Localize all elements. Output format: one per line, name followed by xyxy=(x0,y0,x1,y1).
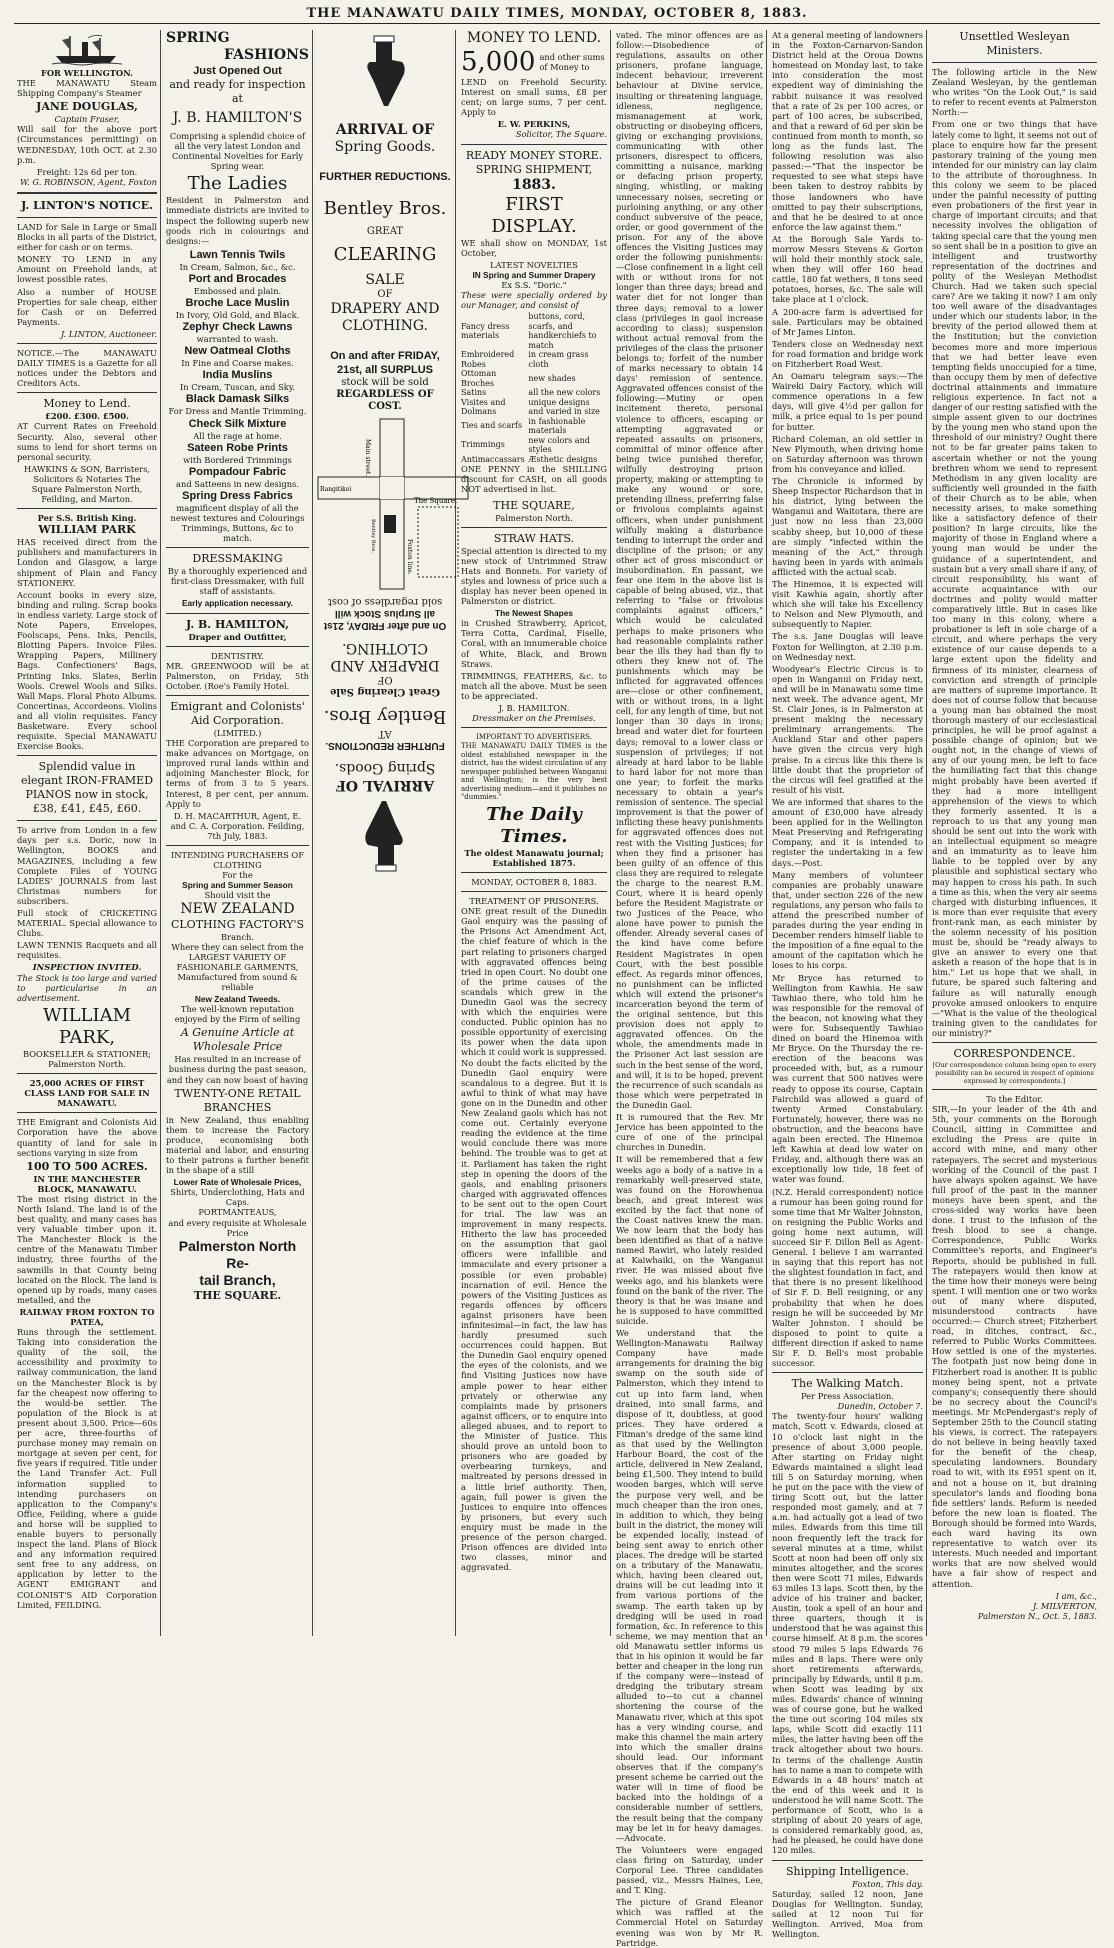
goods-item: Embroidered Robes xyxy=(461,350,515,369)
news-jane-douglas: The s.s. Jane Douglas will leave Foxton for Wellington, at 2.30 p.m. on Wednesday next. xyxy=(772,631,923,662)
ship-freight: Freight: 12s 6d per ton. xyxy=(36,166,138,177)
inverted-friday: On and after FRIDAY, 21st xyxy=(323,620,447,631)
column-7 xyxy=(929,30,1100,1638)
fabric-desc: and Satteens in new designs. xyxy=(176,478,299,489)
divider xyxy=(461,527,607,528)
walking-heading: The Walking Match. xyxy=(791,1377,904,1391)
table-row xyxy=(461,369,607,388)
branches-2: BRANCHES xyxy=(203,1100,272,1114)
nz-heading-1: NEW ZEALAND xyxy=(180,900,295,917)
table-row xyxy=(461,417,607,436)
divider xyxy=(166,845,309,846)
inverted-spring: Spring Goods. xyxy=(334,760,436,776)
in-drapery: IN Spring and Summer Drapery xyxy=(472,269,596,280)
inverted-surplus: all Surplus Stock will xyxy=(334,608,436,619)
latest-novelties: LATEST NOVELTIES xyxy=(490,259,578,270)
goods-item: Visites and Dolmans xyxy=(461,397,506,417)
letter-sign-1: I am, &c., xyxy=(1055,1590,1097,1601)
news-railway: We understand that the Wellington-Manawatu Railway Company have made arrangements for draining the big swamp on the south side of Palmerston, which they intend to cut up into farm land, when drained, into small farms, and dispose of it, doubtless, at good prices. They have ordered a Fitman's dredge of the same kind as that used by the Wellington Harbour Board, the cost of the article, delivered in New Zealand, being £1,500. They intend to build wooden barges, which will serve the purpose very well, and be much cheaper than the iron ones, in addition to which, they being built in the district, the money will be expended locally, instead of being sent away to enrich other places. The dredge will be started on a tributary of the Manawatu, which, having been cleared out, drains will be cut leading into it from various portions of the swamp. The earth taken up by dredging will be used in road formation, &c. In reference to this scheme, we may mention that an old Manawatu settler informs us that in his opinion it would be far better and cheaper in the long run if the company were—instead of dredging the tributary stream alluded to—to cut a channel shortening the course of the Manawatu river, which at this spot has a very winding course, and make this channel the main artery into which the smaller drains should lead. Our informant observes that if the company's present scheme be carried out the water will in time of flood be backed into the holdings of a considerable number of settlers, the result being that the company may be let in for heavy damages.—Advocate. xyxy=(616,1328,763,1843)
table-row xyxy=(461,312,607,350)
goods-desc: unique designs and varied in size xyxy=(528,397,600,417)
fabric-desc: warranted to wash. xyxy=(196,334,279,345)
railway-body: Runs through the settlement. Taking into consideration the quality of the soil, the accessibility and proximity to railway communication, the land on the Manchester Block is by far the cheapest now offering to the would-be settler. The population of the Block is at present about 3,500. Price—60s per acre, three-fourths of purchase money may remain on mortgage at seven per cent, for five years if required. Title under the Land Transfer Act. Full information supplied to intending purchasers on application to the Company's Office, Feilding, where a guide and horse will be supplied to enable buyers to personally inspect the land. Plans of Block and any information required sent free to any address, on application by letter to the AGENT EMIGRANT and COLONIST'S AID Corporation Limited, FEILDING. xyxy=(17,1327,157,1610)
genuine-article: A Genuine Article at Wholesale Price xyxy=(180,1026,295,1054)
emigrant-body: THE Emigrant and Colonists Aid Corporation have the above quantity of land for sale in sections varying in size from xyxy=(17,1117,157,1158)
column-6 xyxy=(769,30,926,1939)
news-circus: Woodyear's Electric Circus is to open in Wanganui on Friday next, and will be in Manawatu some time next week. The advance agent, Mr St. Clair Jones, is in Palmerston at present making the necessary preliminary arrangements. The Auckland Star and other papers have given the circus very high praise. In a circus like this there is little doubt that the proprietor of the circus will feel gratified at the result of his visit. xyxy=(772,663,923,795)
money-body: LEND on Freehold Security. Interest on small sums, £8 per cent; on large sums, 7 per cent. Apply to xyxy=(461,77,607,118)
walking-by: Per Press Association. xyxy=(800,1391,895,1402)
divider xyxy=(17,192,157,194)
intending: INTENDING PURCHASERS OF CLOTHING xyxy=(171,850,304,871)
ship-agent: W. G. ROBINSON, Agent, Foxton xyxy=(20,176,157,187)
acres-heading: 25,000 ACRES OF FIRST CLASS LAND FOR SALE IN MANAWATU. xyxy=(24,1078,150,1109)
money-side: and other sums of Money to xyxy=(539,51,605,72)
news-horowhenua: It will be remembered that a few weeks ago a body of a native in a remarkably well-preserved state, was found on the Horowhenua beach, and great interest was excited by the fact that none of the Coast natives knew the man. We now learn that the body has been identified as that of a native named Rawiri, who lately resided at Kaiwhaiki, on the Wanganui river. He was missed about five weeks ago, and his blankets were found on the bank of the river. The theory is that he was insane and he is supposed to have committed suicide. xyxy=(616,1154,763,1326)
goods-desc: buttons, cord, scarfs, and handkerchiefs to match xyxy=(528,312,597,350)
fabric-name: New Oatmeal Cloths xyxy=(184,345,291,358)
clothing: CLOTHING. xyxy=(342,318,428,334)
divider xyxy=(461,872,607,873)
ship-sailing: Will sail for the above port (Circumstances permitting) on WEDNESDAY, 10th OCT. at 2.30 p.m. xyxy=(17,124,157,165)
unsettled-heading: Unsettled Wesleyan Ministers. xyxy=(959,30,1070,57)
letter-sign-2: J. MILVERTON, xyxy=(1032,1600,1097,1611)
nz-body: in New Zealand, thus enabling them to increase the Factory produce, economising both material and labor, and ensuring to their patrons a further benefit in the shape of a still xyxy=(166,1114,309,1176)
drapery-and: DRAPERY AND xyxy=(330,301,440,317)
issue-date: MONDAY, OCTOBER 8, 1883. xyxy=(471,876,597,887)
news-rabbits: At a general meeting of landowners in the Foxton-Carnarvon-Sandon District held at the Oroua Downs homestead on Monday last, to take into consideration the most expedient way of diminishing the rabbit nuisance it was resolved that a rate of 2s per 100 acres, or part of 100 acres, be subscribed, and that a reward of 6d per skin be continued from month to month, so long as the funds last. The following resolution was also passed:—"That the inspector be requested to see what steps have been taken to destroy rabbits by those landowners who have omitted to pay their subscriptions, and that he be desired to at once enforce the law against them." xyxy=(772,30,923,232)
column-5 xyxy=(613,30,766,1948)
fabric-desc: In Cream, Tuscan, and Sky. xyxy=(179,382,296,393)
square-heading: THE SQUARE, xyxy=(493,498,575,512)
street-map xyxy=(318,419,468,589)
fabric-name: Zephyr Check Lawns xyxy=(182,321,293,334)
fabric-name: Port and Brocades xyxy=(188,272,287,285)
greenwood: MR. GREENWOOD will be at Palmerston, on Friday, 5th October. (Roe's Family Hotel. xyxy=(166,660,309,691)
news-meat: We are informed that shares to the amount of £30,000 have already been applied for in the Wellington Meat Preserving and Refrigerating Company, and it is intended to register the undertaking in a few days.—Post. xyxy=(772,796,923,868)
shipping-body: Saturday, sailed 12 noon, Jane Douglas for Wellington. Sunday, sailed at 12 noon Tui for Wellington. Arrived, Moa from Wellington. xyxy=(772,1888,923,1939)
letter-body: SIR,—In your leader of the 4th and 5th, your comments on the Borough Council, sitting in Committee and excluding the Press are quite in accord with mine, and many other ratepayers. The secret and mysterious working of the Council of the past I have always spoken against. We have full proof of the past in the manner moneys have been spent, and the cross-sided way works have been done. I trust to the infusion of the fresh blood to see a change. Correspondence, Public Works Committee's reports, and Engineer's Reports, should be published in full. The ratepayers would then know at the time how their moneys were being spent. I will mention one or two works out of many where disputed, misunderstood contracts have occurred:— Church street; Fitzherbert road, in ditches, contract, &c., referred to Public Works Committees. How settled is one of the mysteries. The footpath just now being done in Fitzherbert road is another. It is public money being spent, not a private company's; consequently there should be no secrecy about the Council's meetings. Mr McPendergast's reply of September 25th to the Council stating his views, is correct. The ratepayers do not believe in being heavily taxed for the benefit of the cheap, speculating landowners. Boundary road to wit, with its £951 spent on it, and not a house on it, but draining speculator's lands and flooding bona fide settlers' lands. Reform is needed before the new loan is floated. The Borough should be formed into Wards, each ward having its own representative to watch over its interests. Much needed and important works that are now shelved would have a fair show of respect and attention. xyxy=(932,1104,1097,1589)
corporation-sig: D. H. MACARTHUR, Agent, E. and C. A. Corporation. Feilding, 7th July, 1883. xyxy=(170,810,305,841)
early-application: Early application necessary. xyxy=(182,598,293,609)
tennis: LAWN TENNIS Racquets and all requisites. xyxy=(17,940,157,961)
trimmings: TRIMMINGS, FEATHERS, &c. to match all the above. Must be seen to be appreciated. xyxy=(461,670,607,701)
column-rule xyxy=(610,30,611,1636)
divider xyxy=(17,1073,157,1074)
fabric-name: Broche Lace Muslin xyxy=(185,297,290,310)
arrivals: To arrive from London in a few days per s.s. Doric, now in Wellington, BOOKS and MAGAZINES, including a few Complete Files of YOUNG LADIES' JOURNALS from last Christmas numbers for subscribers. xyxy=(17,825,157,906)
portmanteaus: PORTMANTEAUS, xyxy=(198,1207,277,1218)
fabric-desc: Embossed and plain. xyxy=(193,285,282,296)
tweeds: New Zealand Tweeds. xyxy=(194,994,281,1005)
park-sub: BOOKSELLER & STATIONER; Palmerston North. xyxy=(22,1048,152,1069)
park-heading: WILLIAM PARK xyxy=(38,523,136,537)
news-hinemoa: The Hinemoa, it is expected will visit Kawhia again, shortly after which she will take his Excellency to Nelson and New Plymouth, and subsequently to Napier. xyxy=(772,578,923,630)
linton-houses: Also a number of HOUSE Properties for sale cheap, either for Cash or on Deferred Payments. xyxy=(17,286,157,327)
pointing-hand-icon xyxy=(362,799,408,871)
money-amounts: £200. £300. £500. xyxy=(45,411,129,422)
important-body: THE MANAWATU DAILY TIMES is the oldest established newspaper in the district, has the widest circulation of any newspaper published between Wanganui and Wellington; is the very best advertising medium—and it publishes no "dummies." xyxy=(461,742,607,802)
news-agent-general: (N.Z. Herald correspondent) notice a rumour has been going round for some time that Mr Walter Johnston, on resigning the Public Works and going home next autumn, will succeed Sir F. Dillon Bell as Agent-General. I believe I am warranted in saying that this report has not the slightest foundation in fact, and that there is no present likelihood of Sir F. D. Bell resigning, or any probability that when he does resign he will be succeeded by Mr Walter Johnston. I should be disposed to point to quite a different direction if asked to name Sir F. D. Bell's most probable successor. xyxy=(772,1186,923,1369)
goods-item: Ottoman Broches xyxy=(461,369,497,388)
money-body: AT Current Rates on Freehold Security. Also, several other sums to lend for short terms on personal security. xyxy=(17,421,157,462)
inverted-arrival: ARRIVAL OF xyxy=(335,777,435,793)
column-rule xyxy=(455,30,456,1636)
draper-outfitter: Draper and Outfitter, xyxy=(188,631,287,642)
goods-desc: in cream grass cloth xyxy=(528,350,589,369)
divider xyxy=(932,1089,1097,1090)
goods-desc: Æsthetic designs xyxy=(528,454,598,464)
fabric-desc: In Cream, Salmon, &c., &c. xyxy=(179,261,296,272)
to-editor: To the Editor. xyxy=(986,1094,1043,1104)
divider xyxy=(461,144,607,145)
unsettled-body: From one or two things that have lately come to light, it seems not out of place to enquire how far the present pastorary training of the young men intended for our ministry can lay claim to the attribute of thoroughness. In this colony we seem to be placed under the painful necessity of putting even probationers of the first year in charge of important circuits; and that necessity involves the obligation of taking special care that the young men so sent shall be in a position to give an intelligent and trustworthy representation of the doctrines and polity of the Wesleyan Methodist Church. Had we taken such special care? Are we taking it now? I am only too well aware of the disadvantages under which our students labor, in the brevity of the period allowed them at the Institution; but the conviction becomes more and more imperious that we had better leave even tempting fields unoccupied for a time, than occupy them by men of defective doctrinal attainments and immature religious experience. In fact not a danger of our resting satisfied with the simple assent given to our doctrines by the young men who stand upon the threshold of our ministry? Ought there not to be far greater pains taken to ascertain whether or not the young brethren whom we send to represent Methodism in any given locality are sufficiently well grounded in the faith of their Church as to be able, when necessity arises, to make something like a satisfactory defence of their position? In large circuits, like the majority of those in England where a young man would be under the guidance of a superintendent, and sustain but a very small share if any, of circuit responsibility, his want of accurate acquaintance with our doctrines and polity would matter comparatively little. But in cases like too many in this colony, where a probationer is left in sole charge of a circuit, and where perhaps the very existence of our cause depends to a large extent upon the fidelity and firmness of its minister, clearness of conviction and strength of principle are matters of supreme importance. It does not of course follow that because a young man has obtained the most thorough mastery of our ecclesiastical principles, he will be proof against a possible change of opinion; but we ought not, in the change of views of any of our young men, be left to face the humiliating fact that this change might probably have been averted if they had a more intelligent apprehension of the views to which they formerly assented. It is a reproach to us that any young man should be sent out into the work with an intellectual equipment so meagre and an immaturity as to leave him liable to be toppled over by any plausible and sophistical sectary who may happen to cross his path. In such a time as this, when the very air seems charged with disturbing influences, it is more than ever requisite that every front-rank man, as each minister by the solemn necessity of his position must be, should be "ready always to give an answer to every one that asketh a reason of the hope that is in him." Let us hope that we shall, in future, be spared such faltering and failure as will naturally enough provoke amused onlookers to enquire—"What is the value of the theological training given to the candidates for our ministry?" xyxy=(932,119,1097,1038)
fabric-name: Spring Dress Fabrics xyxy=(182,489,293,502)
corporation-body: THE Corporation are prepared to make advances on Mortgage, on improved rural lands within and adjoining Manchester Block, for terms of from 3 to 5 years. Interest, 8 per cent, per annum. Apply to xyxy=(166,738,309,809)
fabric-name: Black Damask Silks xyxy=(185,393,290,406)
newest-shapes: The Newest Shapes xyxy=(495,608,573,619)
hamilton-sig: J. B. HAMILTON. xyxy=(498,703,570,713)
cricket: Full stock of CRICKETING MATERIAL. Special allowance to Clubs. xyxy=(17,908,157,939)
news-volunteers: Many members of volunteer companies are probably unaware that, under section 226 of the new regulations, any person who fails to attend the prescribed number of parades during the year ending in December renders himself liable to the imposition of a fine equal to the amount of the capitation which he loses to his corps. xyxy=(772,869,923,971)
inverted-reductions: FURTHER REDUCTIONS. xyxy=(325,740,445,751)
correspondence-heading: CORRESPONDENCE. xyxy=(953,1047,1076,1060)
branches-1: TWENTY-ONE RETAIL xyxy=(174,1086,301,1100)
inverted-drapery: DRAPERY AND xyxy=(330,657,440,673)
spring-goods: Spring Goods. xyxy=(334,139,436,155)
divider xyxy=(17,343,157,344)
dressmaking-heading: DRESSMAKING xyxy=(192,552,283,566)
ladies-heading: The Ladies xyxy=(187,173,288,195)
square-sub: Palmerston North. xyxy=(495,512,573,523)
inverted-sold: sold regardless of cost xyxy=(327,596,443,607)
hamilton-sig: J. B. HAMILTON, xyxy=(185,617,289,631)
assortment: Comprising a splendid choice of all the very latest London and Continental Novelties for Early Spring wear. xyxy=(169,131,306,172)
further-reductions: FURTHER REDUCTIONS. xyxy=(319,171,451,183)
corporation-heading: Emigrant and Colonists' Aid Corporation. xyxy=(170,700,305,727)
shipping-heading: Shipping Intelligence. xyxy=(785,1864,910,1878)
column-rule xyxy=(312,30,313,1636)
table-row xyxy=(461,350,607,369)
table-row xyxy=(461,455,607,465)
news-bryce: Mr Bryce has returned to Wellington from Kawhia. He saw Tawhiao there, who told him he was responsible for the removal of the beacon, not knowing what they were for. Subsequently Tawhiao dined on board the Hinemoa with Mr Bryce. On the Thursday the re-erection of the beacons was proceeded with, but, as a rumour was current that 500 natives were ready to oppose its course, Captain Fairchild was allowed a guard of twenty Armed Constabulary. Fortunately, however, there was no obstruction, and the beacons have again been erected. The Hinemoa left Kawhia at dead low water on Friday, and, although there was an exceptionally low tide, 18 feet of water was found. xyxy=(772,972,923,1185)
letter-sign-3: Palmerston N., Oct. 5, 1883. xyxy=(977,1610,1097,1621)
shipping-place: Foxton, This day. xyxy=(852,1878,923,1889)
column-rule xyxy=(766,30,767,1636)
linton-money: MONEY TO LEND in any Amount on Freehold lands, at lowest possible rates. xyxy=(17,254,157,285)
inverted-advert xyxy=(318,595,452,871)
for-the: For the xyxy=(222,870,253,881)
resulted: Has resulted in an increase of business during the past season, and they can now boast of having xyxy=(166,1054,309,1085)
inverted-bentley: Bentley Bros. xyxy=(323,706,447,727)
oldest-journal: The oldest Manawatu journal; Established 1875. xyxy=(464,847,604,868)
divider xyxy=(166,695,309,696)
map-label-square: The Square. xyxy=(414,497,458,505)
british-king: Per S.S. British King. xyxy=(37,513,137,524)
fabric-name: Pompadour Fabric xyxy=(188,465,287,478)
corporation-limited: (LIMITED.) xyxy=(213,728,262,738)
fabric-desc: For Dress and Mantle Trimming. xyxy=(168,406,307,417)
goods-desc: in fashionable materials xyxy=(528,416,586,436)
clearing: CLEARING xyxy=(333,244,437,265)
news-jervice: It is rumoured that the Rev. Mr Jervice has been appointed to the cure of one of the principal churches in Dunedin. xyxy=(616,1112,763,1153)
fabric-desc: magnificent display of all the newest textures and Colourings Trimmings, Buttons, &c to match. xyxy=(170,502,305,544)
steamship-icon xyxy=(52,32,122,66)
column-3 xyxy=(315,30,458,1638)
goods-item: Fancy dress materials xyxy=(461,321,510,341)
great: GREAT xyxy=(366,226,404,237)
column-rule xyxy=(160,30,161,1636)
news-dairy: An Oamaru telegram says:—The Waireki Dairy Factory, which will commence operations in a few days, will give 4½d per gallon for milk, a price equal to 1s per pound for butter. xyxy=(772,371,923,432)
reputation: The well-known reputation enjoyed by the Firm of selling xyxy=(174,1004,301,1025)
fabric-desc: with Bordered Trimmings xyxy=(183,454,292,465)
important-heading: IMPORTANT TO ADVERTISERS. xyxy=(476,733,592,742)
linton-signature: J. LINTON, Auctioneer. xyxy=(60,328,157,339)
ship-body: THE MANAWATU Steam Shipping Company's Steamer xyxy=(17,78,157,99)
nz-heading-2: CLOTHING FACTORY'S xyxy=(170,917,305,931)
goods-table xyxy=(461,312,607,464)
first-display: FIRST DISPLAY. xyxy=(491,193,577,237)
money-heading: Money to Lend. xyxy=(43,397,131,411)
solicitor: Solicitor, The Square. xyxy=(515,129,607,140)
arrival-of: ARRIVAL OF xyxy=(335,122,435,138)
the-square: THE SQUARE. xyxy=(193,1288,282,1302)
divider xyxy=(772,1860,923,1861)
bentley-bros: Bentley Bros. xyxy=(323,198,447,219)
acres-range: 100 TO 500 ACRES. xyxy=(26,1159,148,1173)
doric: Ex S.S. "Doric." xyxy=(501,279,567,290)
perkins: E. W. PERKINS, xyxy=(497,119,571,130)
of: OF xyxy=(377,289,393,300)
news-tenders: Tenders close on Wednesday next for road formation and bridge work on Fitzherbert Road West. xyxy=(772,338,923,369)
column-rule xyxy=(926,30,927,1636)
railway: RAILWAY FROM FOXTON TO PATEA, xyxy=(19,1306,155,1327)
newest-body: in Crushed Strawberry, Apricot, Terra Cotta, Cardinal, Fiselle, Coral, with an innumerable choice of White, Black, and Brown Straws. xyxy=(461,618,607,669)
select-body: Where they can select from the LARGEST VARIETY OF FASHIONABLE GARMENTS, Manufactured from sound & reliable xyxy=(171,941,304,992)
news-coleman: Richard Coleman, an old settler in New Plymouth, when driving home on Saturday afternoon was thrown from his conveyance and killed. xyxy=(772,433,923,474)
goods-desc: new shades xyxy=(528,373,576,383)
pointing-hand-icon xyxy=(362,36,408,108)
surplus-date: 21st, all SURPLUS xyxy=(337,364,433,376)
hamilton-name: J. B. HAMILTON'S xyxy=(172,110,303,126)
news-volunteers: The Volunteers were engaged class firing on Saturday, under Corporal Lee. Three candidates passed, viz., Messrs Haines, Lee, and T. King. xyxy=(616,1844,763,1896)
inverted-sale: Great Clearing Sale xyxy=(329,686,441,697)
correspondence-note: [Our correspondence column being open to every possibility can be secured in respect of opinions expressed by correspondents.] xyxy=(932,1061,1097,1085)
pn-branch-2: tail Branch, xyxy=(199,1271,276,1288)
divider xyxy=(17,392,157,393)
table-row xyxy=(461,388,607,398)
year: 1883. xyxy=(512,176,556,193)
walking-body: The twenty-four hours' walking match, Scott v. Edwards, closed at 10 o'clock last night in the presence of about 3,000 people. After starting on Friday night Edwards maintained a slight lead till 5 on Saturday morning, when he put on the pace with the view of tiring Scott out, but the latter responded most gamely, and at 7 a.m. had actually got a lead of two miles. Edwards from this time till noon frequently left the track for several minutes at a time, whilst Scott at noon had been off only six minutes altogether, and the scores then were Scott 71 miles, Edwards 63 miles 13 laps. Scott then, by the advice of his trainer and backer, Austin, took a spell of an hour and three quarters, though it is understood that he was against this course himself. At 8 p.m. the scores stood 79 miles 5 laps Edwards 76 miles and 8 laps. There were only short retirements afterwards, principally by Edwards, until 8 p.m. when Scott was leading by six miles. Edwards' chance of winning was of course gone, but he walked the time out scoring 104 miles six laps, while Scott did exactly 111 miles, the latter having been off the track altogether about two hours. In terms of the challenge Austin has to name a man to compete with Edwards in a 48 hours' match at the end of this week and it is understood he will name Scott. The performance of Scott, who is a stripling of about 20 years of age, is considered remarkably good, as, had he pleased, he could have done 120 miles. xyxy=(772,1411,923,1856)
park-body: HAS received direct from the publishers and manufacturers in London and Glasgow, a large shipment of Plain and Fancy STATIONERY. xyxy=(17,537,157,588)
unsettled-intro: The following article in the New Zealand Wesleyan, by the gentleman who writes "On the Look Out," is said to refer to recent events at Palmerston North:— xyxy=(932,67,1097,118)
park-name: WILLIAM PARK, xyxy=(42,1004,132,1048)
divider xyxy=(461,727,607,728)
column-4 xyxy=(458,30,610,1638)
dressmaker: Dressmaker on the Premises. xyxy=(472,713,596,724)
should-visit: Should visit the xyxy=(204,890,271,901)
dressmaking-body: By a thoroughly experienced and first-class Dressmaker, with full staff of assistants. xyxy=(167,566,308,597)
fabric-list xyxy=(166,248,309,543)
goods-item: Antimaccassars xyxy=(461,454,525,464)
branch: Branch. xyxy=(221,931,254,942)
ladies-body: Resident in Palmerston and immediate districts are invited to inspect the following superb new goods rich in colourings and designs:— xyxy=(166,195,309,246)
goods-item: Satins xyxy=(461,388,487,398)
fashions-1: SPRING xyxy=(166,30,230,46)
fashions-2: FASHIONS xyxy=(224,47,309,63)
ready-money: READY MONEY STORE. xyxy=(465,148,603,162)
manchester-block: IN THE MANCHESTER BLOCK, MANAWATU. xyxy=(33,1173,141,1194)
inspection-note: The Stock is too large and varied to particularise in an advertisement. xyxy=(17,972,157,1003)
shirts: Shirts, Underclothing, Hats and Caps. xyxy=(170,1187,305,1208)
we-show: WE shall show on MONDAY, 1st October, xyxy=(461,237,607,258)
divider xyxy=(17,217,157,218)
goods-desc: all the new colors xyxy=(528,388,601,398)
column-2 xyxy=(163,30,312,1638)
divider xyxy=(461,891,607,892)
map-label-rangitikei: Rangitikei xyxy=(320,486,352,493)
map-label-main: Main street. xyxy=(364,439,371,477)
gazette-notice: NOTICE.—The MANAWATU DAILY TIMES is a Gazette for all notices under the Debtors and Creditors Acts. xyxy=(17,347,157,389)
hawkins-signature: HAWKINS & SON, Barristers, Solicitors & Notaries The Square Palmerston North, Feilding, and Marton. xyxy=(24,463,150,505)
penny-discount: ONE PENNY in the SHILLING discount for CASH, on all goods NOT advertised in list. xyxy=(461,464,607,495)
fabric-name: Sateen Robe Prints xyxy=(187,441,288,454)
pn-branch-1: Palmerston North Re- xyxy=(178,1237,297,1271)
divider xyxy=(17,1112,157,1113)
money-amount: 5,000 xyxy=(461,47,536,77)
fabric-name: Check Silk Mixture xyxy=(188,417,287,430)
lower-rate: Lower Rate of Wholesale Prices, xyxy=(173,1177,302,1188)
stock-will-be-sold: stock will be sold xyxy=(341,377,429,388)
column-1 xyxy=(14,30,160,1638)
money-row xyxy=(461,47,607,77)
dentistry-heading: DENTISTRY. xyxy=(210,650,265,661)
block-body: The most rising district in the North Island. The land is of the best quality, and many cases has very valuable timber upon it. The Manchester Block is the centre of the Manawatu Timber industry, three fourths of the sawmills in that County being located on the Block. The land is opened up by roads, many cases metalled, and the xyxy=(17,1193,157,1305)
map-label-bentley: Bentley Bros. xyxy=(370,519,376,554)
treatment-heading: TREATMENT OF PRISONERS. xyxy=(469,896,599,907)
table-row xyxy=(461,398,607,417)
news-stock-sale: At the Borough Sale Yards to-morrow Messrs Stevens & Gorton will hold their monthly stock sale, when they will offer 160 head cattle, 180 fat wethers, 8 tons seed potatoes, horses, &c. The sale will take place at 1 o'clock. xyxy=(772,233,923,305)
inverted-at: AT xyxy=(378,728,392,739)
goods-desc: new colors and styles xyxy=(528,435,590,455)
ship-heading: FOR WELLINGTON. xyxy=(40,68,134,78)
top-rule xyxy=(14,23,1100,24)
goods-item: Trimmings xyxy=(461,440,505,450)
news-raffle: The picture of Grand Eleanor which was raffled at the Commercial Hotel on Saturday evening was won by Mr R. Partridge. xyxy=(616,1897,763,1948)
fabric-desc: In Fine and Coarse makes. xyxy=(181,358,294,369)
divider xyxy=(17,820,157,821)
prisons-continued: vated. The minor offences are as follow:—Disobedience of regulations, assaults on other prisoners, profane language, indecent behaviour, irreverent behaviour at Divine service, insulting or threatening language, idleness, negligence, mismanagement at work, obstructing or disobeying officers, giving or exchanging provisions, communicating with other prisoners, disrespect to officers, committing a nuisance, marking or defacing prison property, singing, whistling, or making unnecessary noises, secreting or purloining anything, or any other conduct subversive of the peace, order, or good government of the prison. For any of the above offences the Visiting Justices may order the following punishments:—Close confinement in a light cell with or without irons for not longer than three days; bread and water diet for not longer than three days; removal to a lower class (privileges in gaol increase according to class); suspension without actual removal from the privileges of the class the prisoner belongs to; forfeit of the number of marks necessary to obtain 14 days' remission of sentence. Aggravated offences consist of the following:—Mutiny or open incitement thereto, personal violence to officers, escaping or attempting aggravated or repeated assaults on prisoners, committal of minor offence after being twice punished therefor, wilfully destroying prison property, making or attempting to make any wound or sore, pretending illness, preferring false or frivolous complaints against officers, when under punishment wilfully making a disturbance tending to interrupt the order and discipline of the prison; or any other act of gross misconduct or insubordination. En passant, we fear one item in the above list is capable of being abused, viz., that referring to "false or frivolous complaints against officers," which would be calculated perhaps to make prisoners who had reasonable complaints rather bear the ills they had than fly to others they knew not of. The punishments which may be inflicted for aggravated offences are—close or other confinement, with or without irons, in a light cell, for any length of time, but not longer than 30 days in irons; bread and water diet for fourteen days; removal to a lower class or suspension of privileges; if not already at hard labor to be liable to hard labor for not more than one year; to forfeit the marks necessary to obtain a year's remission of sentence. The special improvement is that the power of inflicting these heavy punishments for aggravated offences does not rest with the Visiting Justices; for when they find a prisoner has been guilty of an offence of this class they are required to relegate the charge to the nearest R.M. Court, where it is heard openly before the Resident Magistrate or two Justices of the Peace, who alone have power to punish the offender. Already several cases of the kind have come before Resident Magistrates in open Court, with the best possible effect. As regards minor offences, no punishment can be inflicted which will extend the prisoner's incarceration beyond the term of the original sentence, but this provision does not apply to aggravated offences. On the whole, the amendments made in the Prisoner Act last session are such in the best sense of the word, and will, it is to be hoped, prevent the recurrence of such scandals as those which were perpetrated in the Dunedin Gaol. xyxy=(616,30,763,1110)
every-requisite: and every requisite at Wholesale Price xyxy=(168,1217,307,1238)
ordered: These were specially ordered by our Manager, and consist of xyxy=(461,290,607,311)
paper-title: The Daily Times. xyxy=(486,803,582,847)
ready-inspection: and ready for inspection at xyxy=(169,78,306,105)
fabric-name: India Muslins xyxy=(202,369,273,382)
divider xyxy=(932,1042,1097,1043)
divider xyxy=(772,1372,923,1373)
inspection: INSPECTION INVITED. xyxy=(32,962,142,973)
just-opened: Just Opened Out xyxy=(193,65,282,77)
straw-body: Special attention is directed to my new stock of Untrimmed Straw Hats and Bonnets. For variety of styles and lowness of price such a display has never been opened in Palmerston or district. xyxy=(461,545,607,607)
fabric-desc: In Ivory, Old Gold, and Black. xyxy=(175,310,300,321)
money-heading: MONEY TO LEND. xyxy=(466,30,602,46)
on-and-after-friday: On and after FRIDAY, xyxy=(330,350,440,362)
ship-name: JANE DOUGLAS, xyxy=(36,100,138,114)
walking-place: Dunedin, October 7. xyxy=(837,1401,923,1412)
sale: SALE xyxy=(365,272,405,288)
treatment-body: ONE great result of the Dunedin Gaol enquiry was the passing of the Prisons Act Amendment Act, the chief feature of which is the part relating to prisoners charged with aggravated offences being tried in open Court. No doubt one of the prime causes of the scandals which grew in the Dunedin Gaol was the secrecy with which the enquiries were conducted. Public opinion has no possible opportunity of exercising its power when the data upon which it could work is suppressed. No doubt the facts elicited by the Dunedin Gaol enquiry were scandalous to a degree. But it is awful to think of what may have gone on in the Dunedin and other New Zealand gaols which has not come out. Certainly everyone reading the evidence at the time would conclude there was more behind. The trouble was to get at it. Parliament has taken the right step in opening the doors of the gaols, and enabling prisoners charged with aggravated offences to be sent out to the open Court for trial. The law was an improvement in many respects. Hitherto the law has proceeded on the assumption that gaol officers were infallible and immaculate and every prisoner a possible (or even probable) incarnation of evil. Hence the powers of the Visiting Justices as regards offences by officers against prisoners have been infinitesimal—in fact, the law has hardly presumed such occurrences could happen. But the Dunedin Gaol enquiry opened the eyes of the colonists, and we find Visiting Justices now have ample power to hear either privately or otherwise any complaints made by prisoners against officers, or to enquire into alleged abuses, and to report to the Minister of Justice. This should prove an untold boon to prisoners who are goaded by overbearing turnkeys, and maltreated by persons dressed in a little brief authority. Then, again, full power is given the Justices to enquire into offences by prisoners, but every such enquiry must be made in the presence of the person charged. Prison offences are divided into two classes, minor and aggravated. xyxy=(461,906,607,1573)
divider xyxy=(17,755,157,756)
masthead: THE MANAWATU DAILY TIMES, MONDAY, OCTOBER 8, 1883. xyxy=(306,6,808,21)
goods-item: Ties and scarfs xyxy=(461,421,523,431)
straw-hats: STRAW HATS. xyxy=(493,531,575,545)
ship-captain: Captain Fraser, xyxy=(54,114,120,125)
linton-land: LAND for Sale in Large or Small Blocks in all parts of the District, either for cash or on terms. xyxy=(17,221,157,253)
linton-heading: J. LINTON'S NOTICE. xyxy=(21,198,153,212)
table-row xyxy=(461,436,607,455)
season: Spring and Summer Season xyxy=(182,880,293,891)
regardless-of-cost: REGARDLESS OF COST. xyxy=(336,389,434,412)
park-list: Account books in every size, binding and ruling. Scrap books in endless variety. Large stock of Note Papers, Envelopes, Foolscaps, Pens. Inks, Pencils, Blotting Papers. Invoice Files. Wrapping Papers, Millinery Bags. Confectioners' Bags, Printing Inks. Slates, Berlin Wools. Crewel Wools and Silks. Wall Maps. Floral Photo Albums. Concertinas, Accordeons. Violins and all violin requisites. Fancy Basketware. Every school requisite. Special MANAWATU Exercise Books. xyxy=(17,589,157,752)
divider xyxy=(932,62,1097,63)
inverted-of: OF xyxy=(377,674,393,685)
map-label-foxton: Foxton line. xyxy=(406,539,413,575)
divider xyxy=(166,613,309,614)
fabric-name: Lawn Tennis Twils xyxy=(189,248,286,261)
news-farm: A 200-acre farm is advertised for sale. Particulars may be obtained of Mr James Linton. xyxy=(772,306,923,337)
divider xyxy=(17,508,157,509)
fabric-desc: All the rage at home. xyxy=(193,430,282,441)
spring-shipment: SPRING SHIPMENT, xyxy=(475,162,593,176)
divider xyxy=(166,547,309,548)
divider xyxy=(166,646,309,647)
news-scab: The Chronicle is informed by Sheep Inspector Richardson that in his district, lying between the Wanganui and Waitotara, there are just now no less than 23,000 scabby sheep, but 10,000 of these are simply "infected within the meaning of the Act," through having been in yards with animals afflicted with the actual scab. xyxy=(772,476,923,577)
inverted-clothing: CLOTHING. xyxy=(342,640,428,656)
pianos: Splendid value in elegant IRON-FRAMED PIANOS now in stock, £38, £41, £45, £60. xyxy=(20,760,154,816)
